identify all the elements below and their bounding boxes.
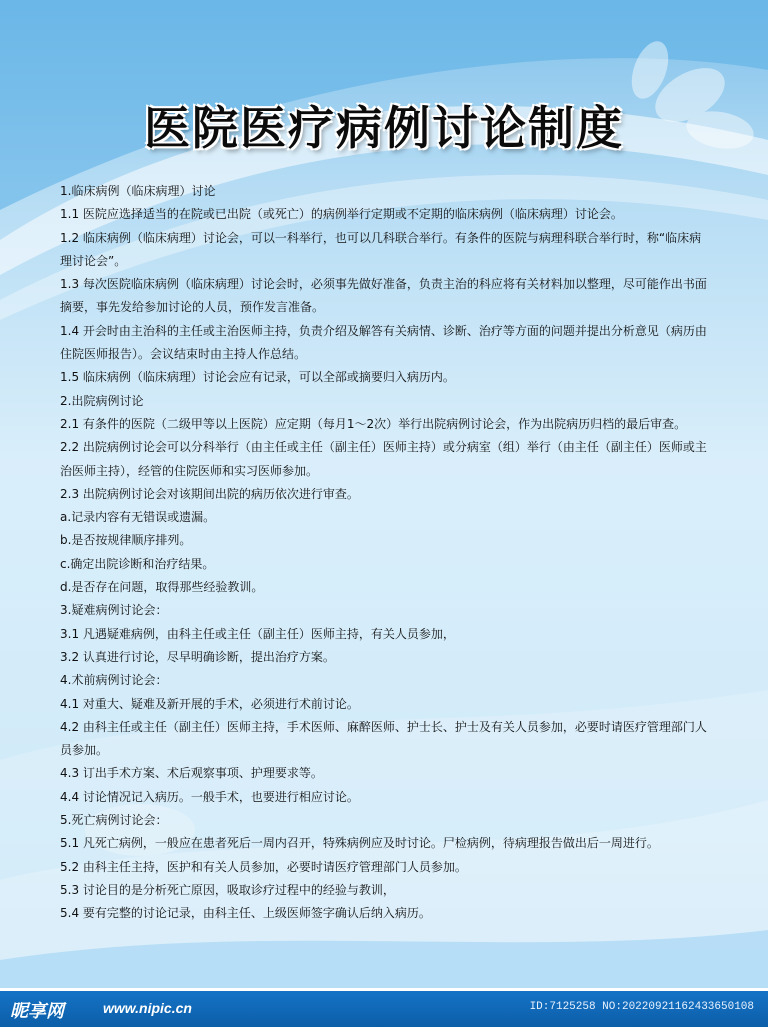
paragraph: 2.3 出院病例讨论会对该期间出院的病历依次进行审查。 xyxy=(60,486,359,501)
paragraph: d.是否存在问题，取得那些经验教训。 xyxy=(60,580,264,595)
site-logo: 昵享网 xyxy=(10,1001,64,1021)
paragraph: 1.3 每次医院临床病例（临床病理）讨论会时，必须事先做好准备，负责主治的科应将有关材料加以整理，尽可能作出书面摘要，事先发给参加讨论的人员，预作发言准备。 xyxy=(60,277,707,315)
paragraph: 4.4 讨论情况记入病历。一般手术，也要进行相应讨论。 xyxy=(60,789,359,804)
paragraph: 4.1 对重大、疑难及新开展的手术，必须进行术前讨论。 xyxy=(60,696,359,711)
paragraph: 2.出院病例讨论 xyxy=(60,393,144,408)
paragraph: 3.疑难病例讨论会： xyxy=(60,603,168,618)
paragraph: 1.4 开会时由主治科的主任或主治医师主持，负责介绍及解答有关病情、诊断、治疗等方面的问题并提出分析意见（病历由住院医师报告）。会议结束时由主持人作总结。 xyxy=(60,323,707,362)
paragraph: 1.临床病例（临床病理）讨论 xyxy=(60,184,216,198)
paragraph: 1.2 临床病例（临床病理）讨论会，可以一科举行，也可以几科联合举行。有条件的医院与病理科联合举行时，称“临床病理讨论会”。 xyxy=(60,230,702,268)
image-id-label: ID:7125258 NO:20220921162433650108 xyxy=(529,1001,754,1013)
paragraph: 4.2 由科主任或主任（副主任）医师主持，手术医师、麻醉医师、护士长、护士及有关人员参加，必要时请医疗管理部门人员参加。 xyxy=(60,719,707,758)
paragraph: 4.术前病例讨论会： xyxy=(60,673,168,688)
paragraph: 3.2 认真进行讨论，尽早明确诊断，提出治疗方案。 xyxy=(60,649,335,664)
paragraph: 1.5 临床病例（临床病理）讨论会应有记录，可以全部或摘要归入病历内。 xyxy=(60,370,455,385)
paragraph: 3.1 凡遇疑难病例，由科主任或主任（副主任）医师主持，有关人员参加， xyxy=(60,626,455,641)
page-title: 医院医疗病例讨论制度 xyxy=(144,101,624,155)
paragraph: 2.1 有条件的医院（二级甲等以上医院）应定期（每月1～2次）举行出院病例讨论会，作为出院病历归档的最后审查。 xyxy=(60,416,687,431)
paragraph: b.是否按规律顺序排列。 xyxy=(60,533,192,548)
paragraph: 5.3 讨论目的是分析死亡原因，吸取诊疗过程中的经验与教训， xyxy=(60,882,395,897)
paragraph: 5.1 凡死亡病例，一般应在患者死后一周内召开，特殊病例应及时讨论。尸检病例，待病理报告做出后一周进行。 xyxy=(60,836,659,851)
paragraph: a.记录内容有无错误或遗漏。 xyxy=(60,510,216,525)
document-body xyxy=(60,180,710,926)
paragraph: 5.4 要有完整的讨论记录，由科主任、上级医师签字确认后纳入病历。 xyxy=(60,906,431,921)
paragraph: 5.死亡病例讨论会： xyxy=(60,813,168,828)
paragraph: c.确定出院诊断和治疗结果。 xyxy=(60,556,215,571)
paragraph: 2.2 出院病例讨论会可以分科举行（由主任或主任（副主任）医师主持）或分病室（组）举行（由主任（副主任）医师或主治医师主持），经管的住院医师和实习医师参加。 xyxy=(60,440,707,478)
paragraph: 5.2 由科主任主持，医护和有关人员参加，必要时请医疗管理部门人员参加。 xyxy=(60,859,467,874)
paragraph: 1.1 医院应选择适当的在院或已出院（或死亡）的病例举行定期或不定期的临床病例（临床病理）讨论会。 xyxy=(60,207,623,222)
paragraph: 4.3 订出手术方案、术后观察事项、护理要求等。 xyxy=(60,766,323,781)
site-url: www.nipic.cn xyxy=(103,1000,192,1016)
footer-bar xyxy=(0,988,768,1027)
